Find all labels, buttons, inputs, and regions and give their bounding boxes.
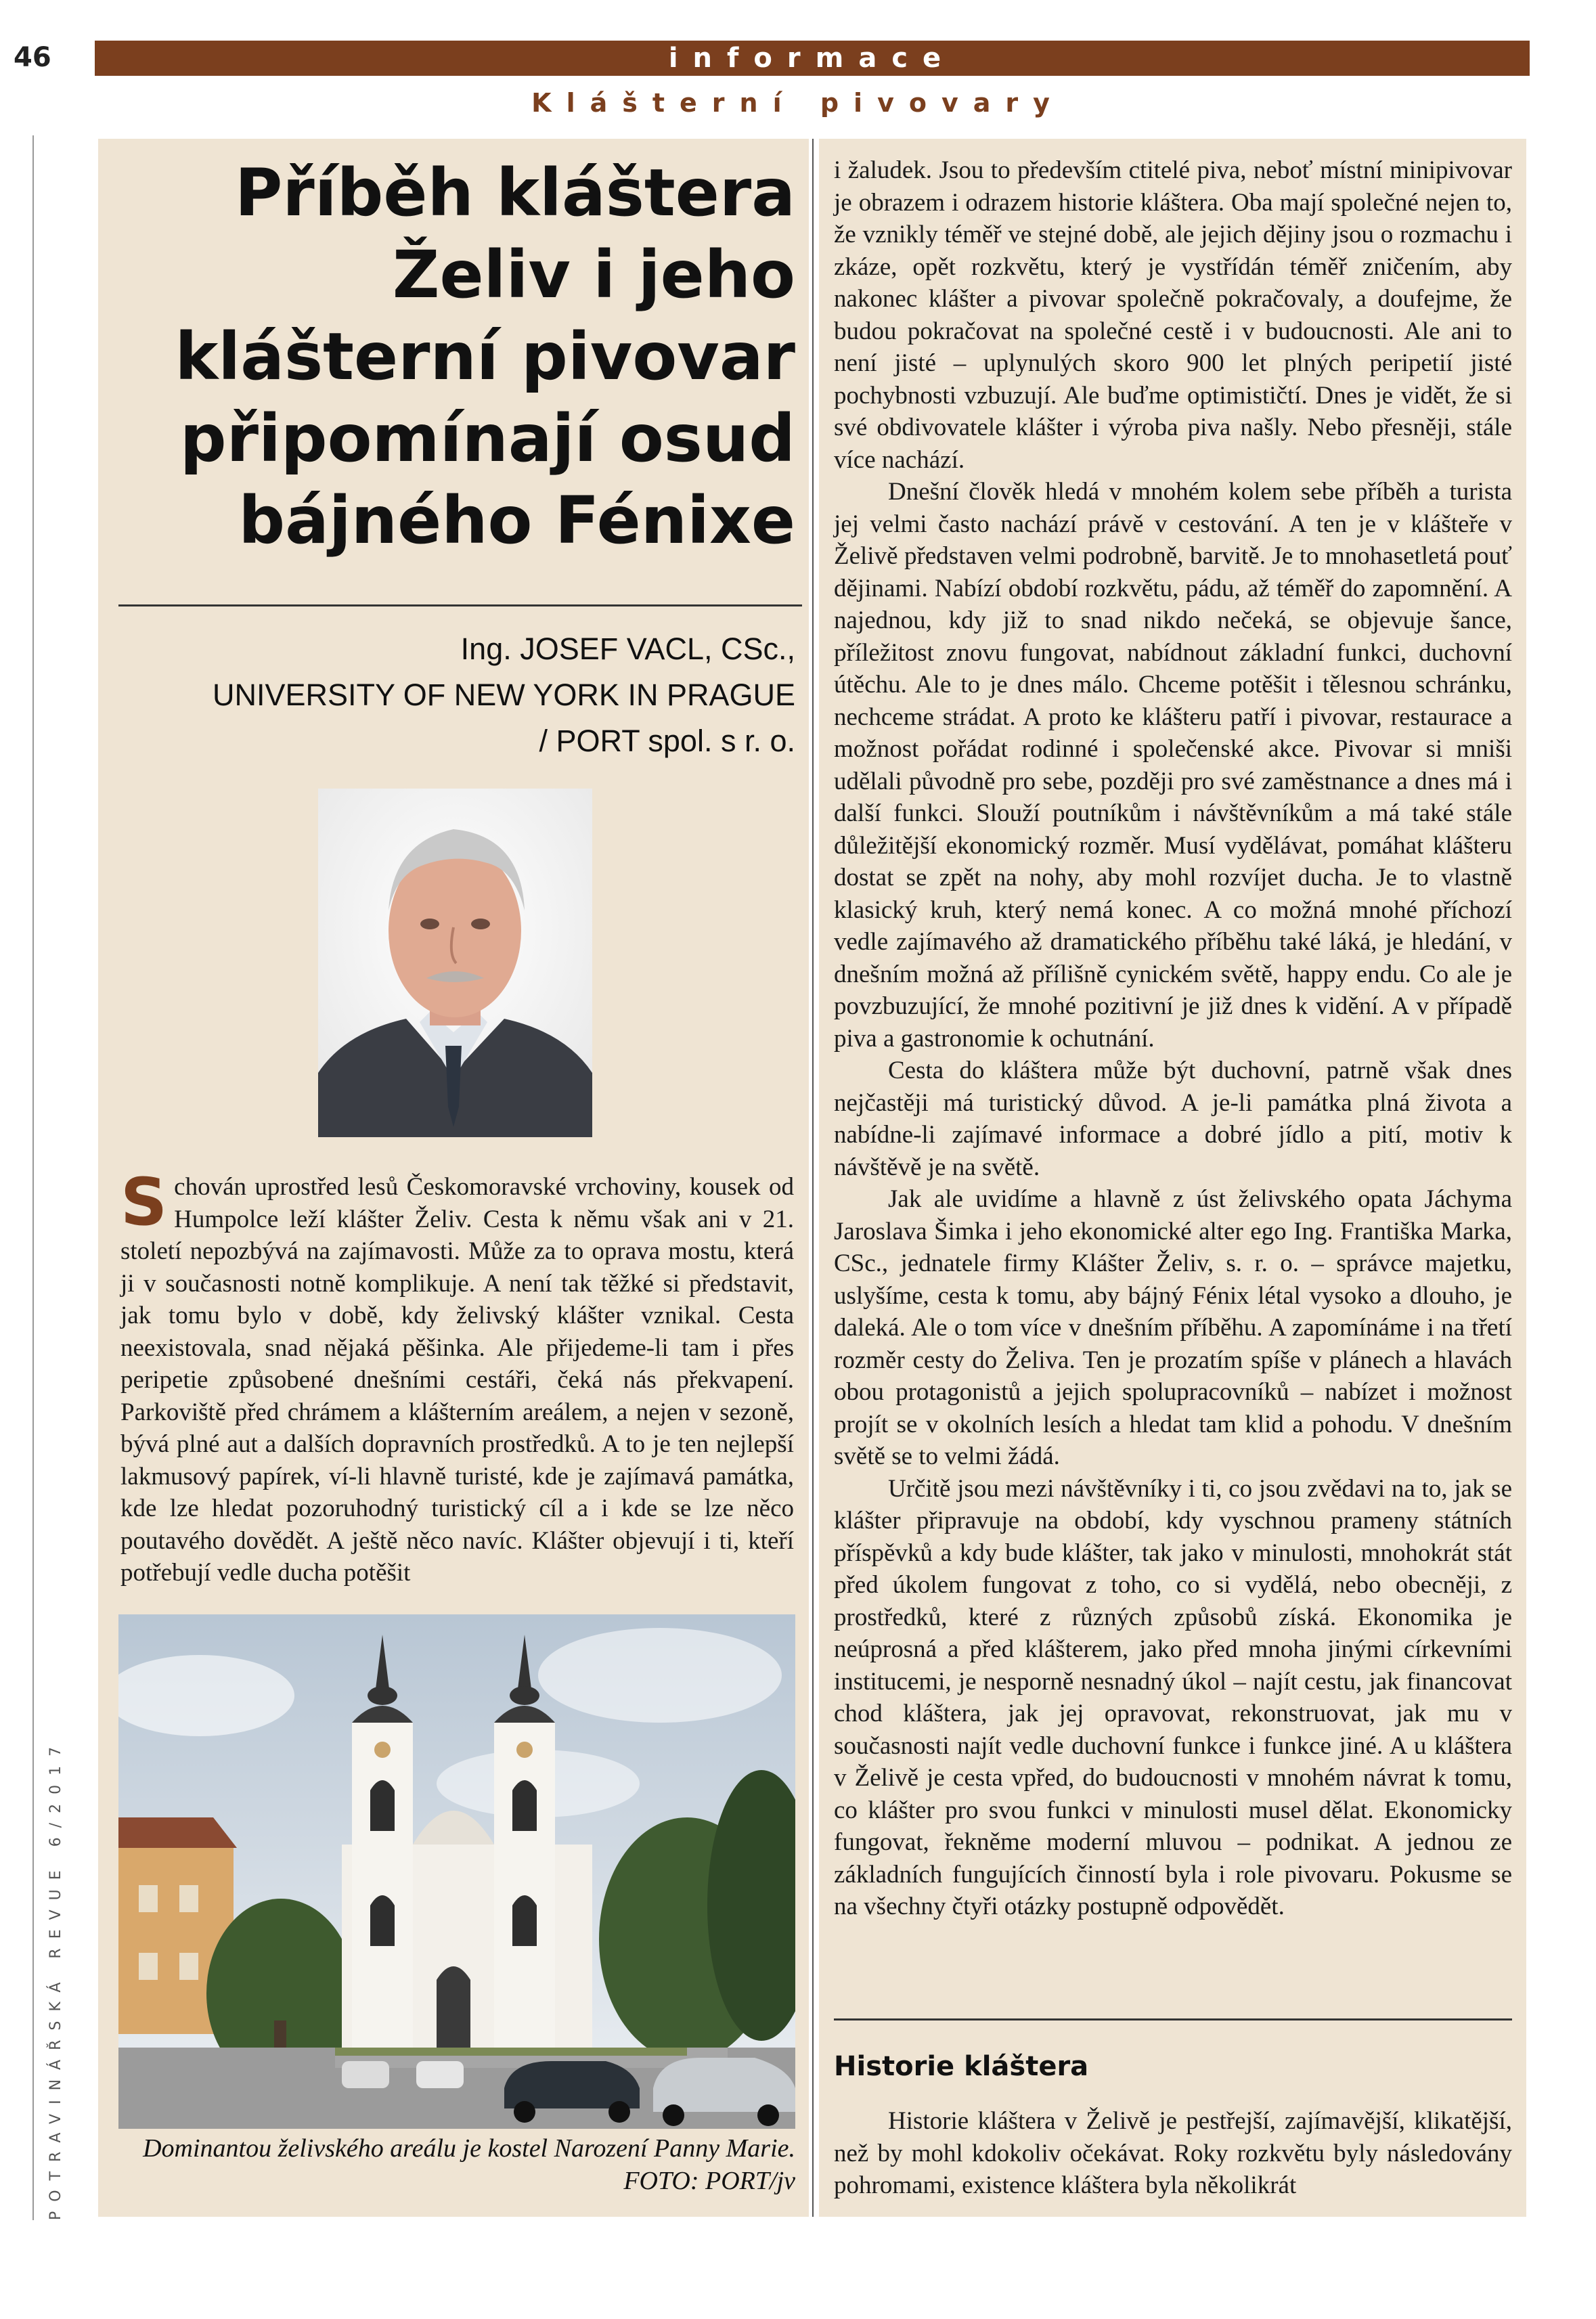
photo-caption bbox=[118, 2132, 795, 2197]
title-line: bájného Fénixe bbox=[238, 483, 795, 558]
lead-text: chován uprostřed lesů Českomoravské vrchoviny, kousek od Humpolce leží klášter Želiv. Cesta k němu však ani v 21. století nepozbývá na zajímavosti. Může za to oprava mostu, která ji v současnosti notně komplikuje. A není tak těžké si představit, jak tomu bylo v době, kdy želivský klášter vznikal. Cesta neexistovala, snad nějaká pěšinka. Ale přijedeme-li tam i přes peripetie způsobené dnešními cestáři, čeká nás překvapení. Parkoviště před chrámem a klášterním areálem, a nejen v sezoně, bývá plné aut a dalších dopravních prostředků. A to je ten nejlepší lakmusový papírek, ví-li hlavně turisté, kde je zajímavá památka, kde lze hledat pozoruhodný turistický cíl a i kde se lze něco poutavého dovědět. A ještě něco navíc. Klášter objevují i ti, kteří potřebují vedle ducha potěšit bbox=[120, 1173, 794, 1587]
title-line: Příběh kláštera bbox=[235, 155, 795, 231]
header-bar: informace bbox=[95, 41, 1530, 76]
title-line: připomínají osud bbox=[179, 401, 795, 477]
title-line: klášterní pivovar bbox=[175, 319, 795, 395]
author-line: / PORT spol. s r. o. bbox=[539, 724, 795, 758]
page-number: 46 bbox=[14, 42, 51, 73]
article-title bbox=[135, 152, 795, 562]
author-line: Ing. JOSEF VACL, CSc., bbox=[460, 632, 795, 666]
paragraph: Jak ale uvidíme a hlavně z úst želivského opata Jáchyma Jaroslava Šimka i jeho ekonomické alter ego Ing. Františka Marka, CSc., jednatele firmy Klášter Želiv, s. r. o. – správce majetku, uslyšíme, cesta k tomu, aby bájný Fénix létal vysoko a dlouho, je daleká. Ale o tom více v dnešním příběhu. A zapomínáme i na třetí rozměr cesty do Želiva. Ten je prozatím spíše v plánech a hlavách obou protagonistů a jejich spolupracovníků – nabízet i možnost projít se v okolních lesích a hledat tam klid a pohodu. V dnešním světě se to velmi žádá. bbox=[834, 1185, 1512, 1470]
section-rule bbox=[834, 2018, 1512, 2020]
column-divider bbox=[812, 139, 814, 2217]
author-line: UNIVERSITY OF NEW YORK IN PRAGUE bbox=[213, 678, 795, 712]
history-text bbox=[834, 2105, 1512, 2202]
margin-rule bbox=[32, 135, 34, 2220]
section-title: Klášterní pivovary bbox=[531, 88, 1065, 118]
caption-text: Dominantou želivského areálu je kostel Narození Panny Marie. bbox=[143, 2134, 795, 2163]
title-rule bbox=[118, 604, 802, 606]
paragraph: Cesta do kláštera může být duchovní, patrně však dnes nejčastěji má turistický důvod. A je-li památka plná života a nabídne-li zajímavé informace a dobré jídlo a pití, motiv k návštěvě je na světě. bbox=[834, 1057, 1512, 1181]
author-portrait bbox=[318, 789, 592, 1137]
author-block bbox=[135, 626, 795, 764]
title-line: Želiv i jeho bbox=[392, 237, 795, 313]
magazine-side-label: POTRAVINÁŘSKÁ REVUE 6/2017 bbox=[47, 1737, 64, 2220]
paragraph: i žaludek. Jsou to především ctitelé piva, neboť místní minipivovar je obrazem i odrazem historie kláštera. Oba mají společné nejen to, že vznikly téměř ve stejné době, ale jejich dějiny jsou o rozmachu i zkáze, opět rozkvětu, který je vystřídán téměř zničením, aby nakonec klášter a pivovar společně pokračovaly, a doufejme, že budou pokračovat na společné cestě i v budoucnosti. Ale ani to není jisté – uplynulých skoro 900 let plných peripetií jisté pochybnosti vzbuzují. Ale buďme optimističtí. Dnes je vidět, že si své obdivovatele klášter i výroba piva našly. Nebo přesněji, stále více nachází. bbox=[834, 156, 1512, 474]
drop-cap: S bbox=[120, 1164, 168, 1240]
lead-paragraph bbox=[120, 1164, 794, 1591]
paragraph: Historie kláštera v Želivě je pestřejší, zajímavější, klikatější, než by mohl kdokoliv očekávat. Roky rozkvětu byly následovány pohromami, existence kláštera byla několikrát bbox=[834, 2107, 1512, 2199]
paragraph: Dnešní člověk hledá v mnohém kolem sebe příběh a turista jej velmi často nachází právě v cestování. A ten je v klášteře v Želivě představen velmi podrobně, barvitě. Je to mnohasetletá pouť dějinami. Nabízí období rozkvětu, pádu, až téměř do zapomnění. A najednou, kdy již to snad nikdo nečeká, se objevuje šance, příležitost znovu fungovat, nabídnout základní funkci, duchovní útěchu. Ale to je dnes málo. Chceme potěšit i tělesnou schránku, nechceme strádat. A proto ke klášteru patří i pivovar, restaurace a možnost pořádat rodinné i společenské akce. Pivovar si mniši udělali původně pro sebe, později pro své zaměstnance a dnes má i další funkci. Slouží poutníkům i návštěvníkům a má také stále důležitější ekonomický rozměr. Musí vydělávat, pomáhat klášteru dostat se zpět na nohy, aby mohl rozvíjet ducha. Je to vlastně klasický kruh, který nemá konec. A co možná mnohé příchozí vedle zajímavého až dramatického příběhu také láká, je hledání, v dnešním možná až přílišně cynickém světě, happy endu. Co ale je povzbuzující, že mnohé pozitivní je již dnes k vidění. A v případě piva a gastronomie k ochutnání. bbox=[834, 478, 1512, 1053]
right-column-text bbox=[834, 154, 1512, 1923]
paragraph: Určitě jsou mezi návštěvníky i ti, co jsou zvědavi na to, jak se klášter připravuje na období, kdy vyschnou prameny státních příspěvků a kdy bude klášter, tak jako v minulosti, mnohokrát stát před úkolem fungovat z toho, co si vydělá, nebo obecněji, z prostředků, které z různých způsobů získá. Ekonomika je neúprosná a před klášterem, jako před mnoha jinými církevními institucemi, je nesporně nesnadný úkol – najít cestu, jak financovat chod kláštera, jak jej opravovat, rekonstruovat, jak mu v současnosti najít vedle duchovní funkce i funkce jiné. A u kláštera v Želivě je cesta vpřed, do budoucnosti v mnohém návrat k tomu, co klášter pro svou funkci v minulosti musel dělat. Ekonomicky fungovat, řekněme moderní mluvou – podnikat. A jednou ze základních fungujících činností byla i role pivovaru. Pokusme se na všechny čtyři otázky postupně odpovědět. bbox=[834, 1474, 1512, 1920]
subheading: Historie kláštera bbox=[834, 2051, 1089, 2082]
photo-credit: FOTO: PORT/jv bbox=[623, 2167, 795, 2195]
church-photo bbox=[118, 1614, 795, 2129]
